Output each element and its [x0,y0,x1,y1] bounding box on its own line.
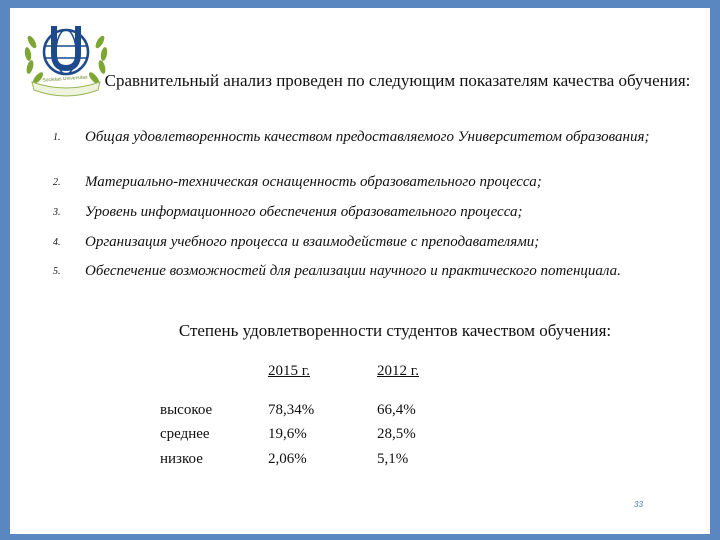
item-text: Материально-техническая оснащенность образовательного процесса; [85,174,542,190]
satisfaction-title: Степень удовлетворенности студентов качеством обучения: [178,321,612,340]
item-number: 2. [53,177,61,188]
slide [10,8,710,534]
row-label-high: высокое [160,402,213,418]
item-text: Обеспечение возможностей для реализации научного и практического потенциала. [85,263,621,279]
item-text: Общая удовлетворенность качеством предоставляемого Университетом образования; [85,129,650,145]
table-cell: 78,34% [268,402,315,418]
column-header-2015: 2015 г. [268,363,310,379]
item-number: 5. [53,266,61,277]
column-header-2012: 2012 г. [377,363,419,379]
logo-caption: Societas Universitas [42,74,88,84]
table-cell: 66,4% [377,402,416,418]
row-label-low: низкое [160,451,203,467]
row-label-medium: среднее [160,426,210,442]
item-number: 4. [53,237,61,248]
item-text: Уровень информационного обеспечения образовательного процесса; [85,204,523,220]
item-text: Организация учебного процесса и взаимодействие с преподавателями; [85,234,540,250]
table-cell: 5,1% [377,451,409,467]
item-number: 3. [53,207,61,218]
page-number: 33 [634,500,643,509]
table-cell: 2,06% [268,451,307,467]
slide-title: Сравнительный анализ проведен по следующим показателям качества обучения: [104,71,691,90]
table-cell: 28,5% [377,426,416,442]
item-number: 1. [53,132,61,143]
table-cell: 19,6% [268,426,307,442]
